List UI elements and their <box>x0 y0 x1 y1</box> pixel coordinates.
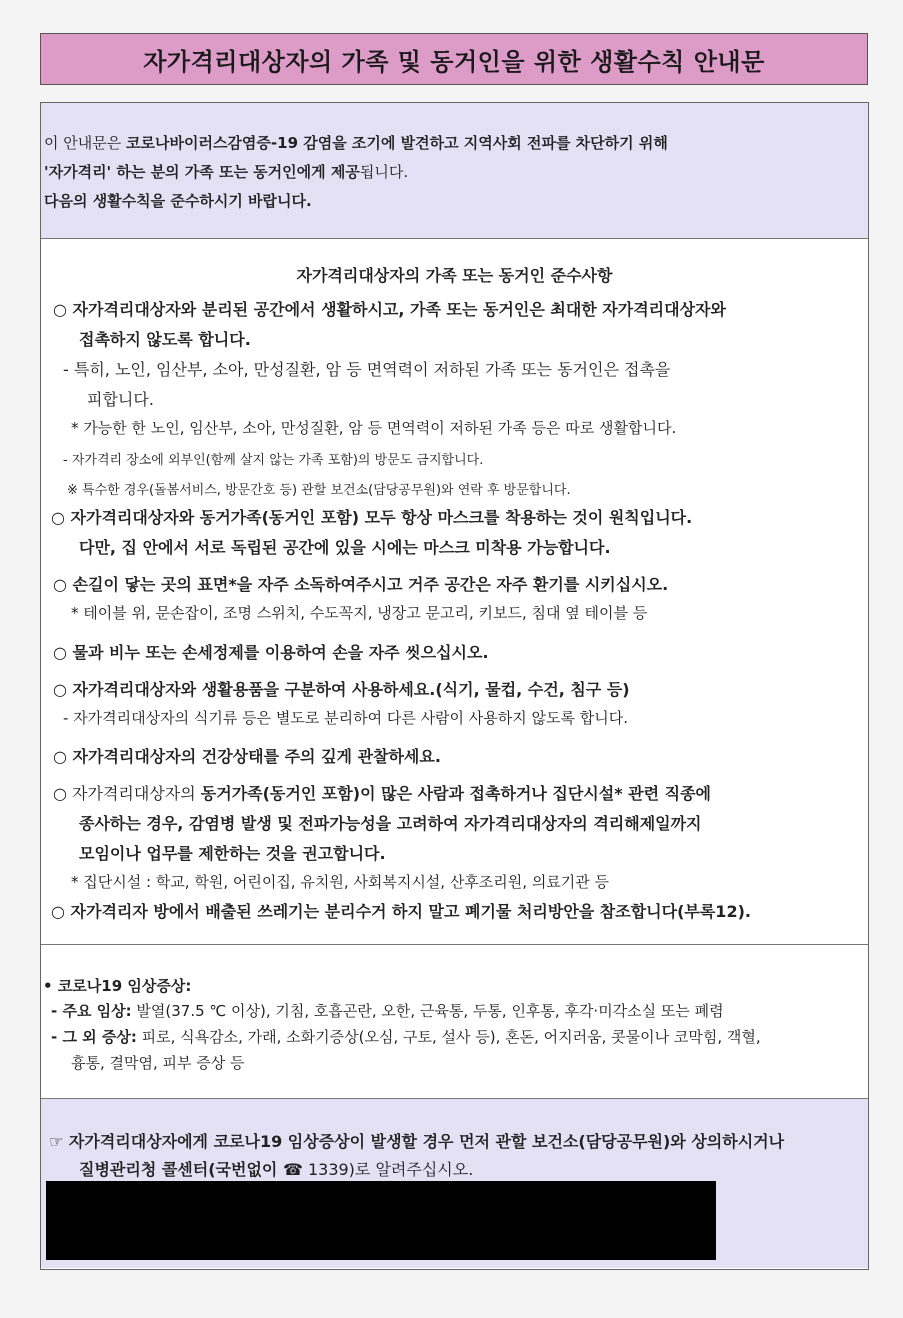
symptoms-title: • 코로나19 임상증상: <box>43 977 192 995</box>
notice-line-2 <box>79 1157 473 1180</box>
rules-section <box>41 239 868 945</box>
intro-line-3: 다음의 생활수칙을 준수하시기 바랍니다. <box>44 192 312 210</box>
intro-text-bold: '자가격리' 하는 분의 가족 또는 동거인에게 제공 <box>44 163 360 181</box>
rule-1-special-note: ※ 특수한 경우(돌봄서비스, 방문간호 등) 관할 보건소(담당공무원)와 연락 후 방문합니다. <box>67 483 571 498</box>
rule-3: ○ 손길이 닿는 곳의 표면*을 자주 소독하여주시고 거주 공간은 자주 환기를 시키십시오. <box>53 575 669 594</box>
rule-5-sub: - 자가격리대상자의 식기류 등은 별도로 분리하여 다른 사람이 사용하지 않도록 합니다. <box>63 709 629 727</box>
rule-1-sub-1-cont: 피합니다. <box>87 390 154 409</box>
redaction-block <box>46 1181 716 1260</box>
symptoms-main-text: 발열(37.5 ℃ 이상), 기침, 호흡곤란, 오한, 근육통, 두통, 인후통, 후각·미각소실 또는 폐렴 <box>131 1002 724 1020</box>
rule-1: ○ 자가격리대상자와 분리된 공간에서 생활하시고, 가족 또는 동거인은 최대한 자가격리대상자와 <box>53 300 726 319</box>
rule-1-sub-1: - 특히, 노인, 임산부, 소아, 만성질환, 암 등 면역력이 저하된 가족 또는 동거인은 접촉을 <box>63 360 671 379</box>
rule-2: ○ 자가격리대상자와 동거가족(동거인 포함) 모두 항상 마스크를 착용하는 것이 원칙입니다. <box>51 508 693 527</box>
intro-section <box>41 103 868 239</box>
rule-7-note: * 집단시설 : 학교, 학원, 어린이집, 유치원, 사회복지시설, 산후조리원, 의료기관 등 <box>71 873 610 891</box>
rules-heading: 자가격리대상자의 가족 또는 동거인 준수사항 <box>296 266 613 285</box>
phone-icon: ☎ <box>282 1160 303 1179</box>
rule-7-text-bold: 동거가족(동거인 포함)이 많은 사람과 접촉하거나 집단시설* 관련 직종에 <box>200 784 711 803</box>
notice-callcenter-text: 질병관리청 콜센터(국번없이 <box>79 1160 283 1179</box>
rule-1-note: * 가능한 한 노인, 임산부, 소아, 만성질환, 암 등 면역력이 저하된 가족 등은 따로 생활합니다. <box>71 419 677 437</box>
symptoms-main <box>51 1000 724 1021</box>
symptoms-other-text: 피로, 식욕감소, 가래, 소화기증상(오심, 구토, 설사 등), 혼돈, 어지러움, 콧물이나 코막힘, 객혈, <box>136 1028 761 1046</box>
rule-8: ○ 자가격리자 방에서 배출된 쓰레기는 분리수거 하지 말고 폐기물 처리방안을 참조합니다(부록12). <box>51 902 751 921</box>
rule-2-cont: 다만, 집 안에서 서로 독립된 공간에 있을 시에는 마스크 미착용 가능합니다. <box>79 538 611 557</box>
title-banner <box>40 33 868 85</box>
intro-line-2 <box>44 158 864 187</box>
rule-4: ○ 물과 비누 또는 손세정제를 이용하여 손을 자주 씻으십시오. <box>53 643 489 662</box>
intro-text: 이 안내문은 <box>44 134 126 152</box>
page-title: 자가격리대상자의 가족 및 동거인을 위한 생활수칙 안내문 <box>143 47 765 76</box>
rule-7-cont-2: 모임이나 업무를 제한하는 것을 권고합니다. <box>79 844 386 863</box>
document-frame <box>40 102 869 1270</box>
symptoms-other-label: - 그 외 증상: <box>51 1028 137 1046</box>
rule-1-sub-2: - 자가격리 장소에 외부인(함께 살지 않는 가족 포함)의 방문도 금지합니다. <box>63 453 484 468</box>
rule-7 <box>53 781 711 804</box>
symptoms-main-label: - 주요 임상: <box>51 1002 132 1020</box>
rule-5: ○ 자가격리대상자와 생활용품을 구분하여 사용하세요.(식기, 물컵, 수건, 침구 등) <box>53 680 630 699</box>
symptoms-other <box>51 1026 761 1047</box>
symptoms-other-cont: 흉통, 결막염, 피부 증상 등 <box>71 1054 245 1072</box>
notice-line-1: ☞ 자가격리대상자에게 코로나19 임상증상이 발생할 경우 먼저 관할 보건소(담당공무원)와 상의하시거나 <box>49 1132 785 1151</box>
notice-number-text: 1339)로 알려주십시오. <box>302 1160 474 1179</box>
rule-7-cont-1: 종사하는 경우, 감염병 발생 및 전파가능성을 고려하여 자가격리대상자의 격리해제일까지 <box>79 814 702 833</box>
rule-7-text: ○ 자가격리대상자의 <box>53 784 201 803</box>
rule-6: ○ 자가격리대상자의 건강상태를 주의 깊게 관찰하세요. <box>53 747 441 766</box>
rule-3-note: * 테이블 위, 문손잡이, 조명 스위치, 수도꼭지, 냉장고 문고리, 키보드, 침대 옆 테이블 등 <box>71 604 648 622</box>
intro-text: 됩니다. <box>359 163 409 181</box>
rule-1-cont: 접촉하지 않도록 합니다. <box>79 330 251 349</box>
intro-line-1 <box>44 129 864 158</box>
notice-section <box>41 1099 868 1268</box>
symptoms-section <box>41 945 868 1099</box>
intro-text-bold: 코로나바이러스감염증-19 감염을 조기에 발견하고 지역사회 전파를 차단하기 위해 <box>126 134 668 152</box>
